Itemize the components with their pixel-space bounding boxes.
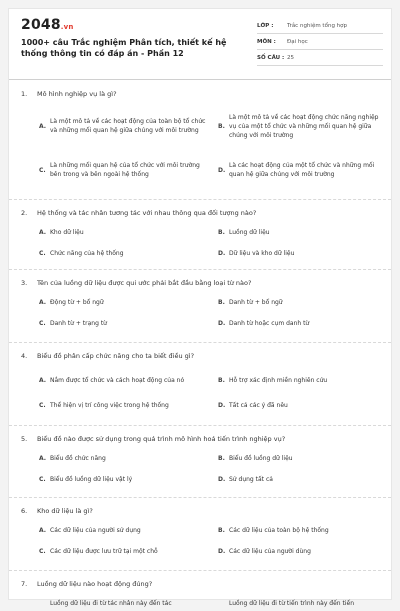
question-text: 1. Mô hình nghiệp vụ là gì? [21, 90, 117, 98]
option-c[interactable]: C. Danh từ + trạng từ [39, 320, 107, 327]
option-d[interactable]: D. Là các hoạt động của một tổ chức và những mối quan hệ giữa chúng với môi trường [218, 162, 375, 178]
option-c[interactable]: C. Thể hiện vị trí công việc trong hệ thống [39, 402, 169, 409]
question-text: 4. Biểu đồ phân cấp chức năng cho ta biết điều gì? [21, 352, 195, 360]
option-c[interactable]: C. Biểu đồ luồng dữ liệu vật lý [39, 476, 133, 483]
site-logo[interactable]: 2048.vn [21, 17, 74, 33]
option-c[interactable]: C. Là những mối quan hệ của tổ chức với môi trường bên trong và bên ngoài hệ thống [39, 162, 200, 178]
option-b[interactable]: B. Hỗ trợ xác định miền nghiên cứu [218, 376, 328, 384]
document-title: 1000+ câu Trắc nghiệm Phân tích, thiết kế hệ thống thông tin có đáp án - Phần 12 [21, 38, 227, 58]
question-2 [9, 200, 391, 270]
option-a[interactable]: A. Kho dữ liệu [39, 229, 84, 236]
option-a[interactable]: A. Nắm được tổ chức và cách hoạt động của nó [39, 376, 185, 384]
meta-question-count: SỐ CÂU : 25 [257, 50, 383, 66]
option-d[interactable]: D. Dữ liệu và kho dữ liệu [218, 250, 295, 257]
question-text: 3. Tên của luồng dữ liệu được qui ước phải bắt đầu bằng loại từ nào? [21, 279, 252, 287]
document-header [9, 9, 391, 81]
option-b[interactable]: B. Các dữ liệu của toàn bộ hệ thống [218, 527, 329, 534]
option-b[interactable]: B. Danh từ + bổ ngữ [218, 299, 283, 306]
question-text: 6. Kho dữ liệu là gì? [21, 507, 93, 515]
option-a[interactable]: A. Là một mô tả về các hoạt động của toàn bộ tổ chức và những mối quan hệ giữa chúng với môi trường [39, 118, 206, 134]
option-a[interactable]: A. Các dữ liệu của người sử dụng [39, 527, 141, 534]
question-3 [9, 270, 391, 343]
option-b[interactable]: B. Là một mô tả về các hoạt động chức năng nghiệp vụ của một tổ chức và những mối quan hệ giữa chúng với môi trường [218, 113, 379, 139]
option-a[interactable]: Luồng dữ liệu đi từ tác nhân này đến tác [50, 600, 172, 607]
header-divider [9, 79, 391, 80]
question-1 [9, 86, 391, 200]
question-text: 2. Hệ thống và tác nhân tương tác với nhau thông qua đối tượng nào? [21, 209, 257, 217]
option-b[interactable]: B. Luồng dữ liệu [218, 229, 270, 236]
option-d[interactable]: D. Danh từ hoặc cụm danh từ [218, 320, 310, 327]
option-d[interactable]: D. Sử dụng tất cả [218, 476, 273, 483]
document-meta [257, 18, 383, 66]
question-7 [9, 571, 391, 611]
option-a[interactable]: A. Động từ + bổ ngữ [39, 299, 104, 306]
document-page [8, 8, 392, 607]
option-d[interactable]: D. Các dữ liệu của người dùng [218, 548, 311, 555]
question-text: 7. Luồng dữ liệu nào hoạt động đúng? [21, 580, 153, 588]
question-text: 5. Biểu đồ nào được sử dụng trong quá trình mô hình hoá tiến trình nghiệp vụ? [21, 435, 286, 443]
option-a[interactable]: A. Biểu đồ chức năng [39, 455, 106, 462]
meta-subject: MÔN : Đại học [257, 34, 383, 50]
option-b[interactable]: B. Biểu đồ luồng dữ liệu [218, 455, 293, 462]
option-c[interactable]: C. Chức năng của hệ thống [39, 250, 124, 257]
meta-class: LỚP : Trắc nghiệm tổng hợp [257, 18, 383, 34]
question-4 [9, 343, 391, 426]
option-d[interactable]: D. Tất cả các ý đã nêu [218, 402, 288, 409]
option-b[interactable]: Luồng dữ liệu đi từ tiến trình này đến tiến [229, 600, 355, 607]
question-list [9, 86, 391, 611]
question-5 [9, 426, 391, 498]
question-6 [9, 498, 391, 571]
option-c[interactable]: C. Các dữ liệu được lưu trữ tại một chỗ [39, 548, 158, 555]
